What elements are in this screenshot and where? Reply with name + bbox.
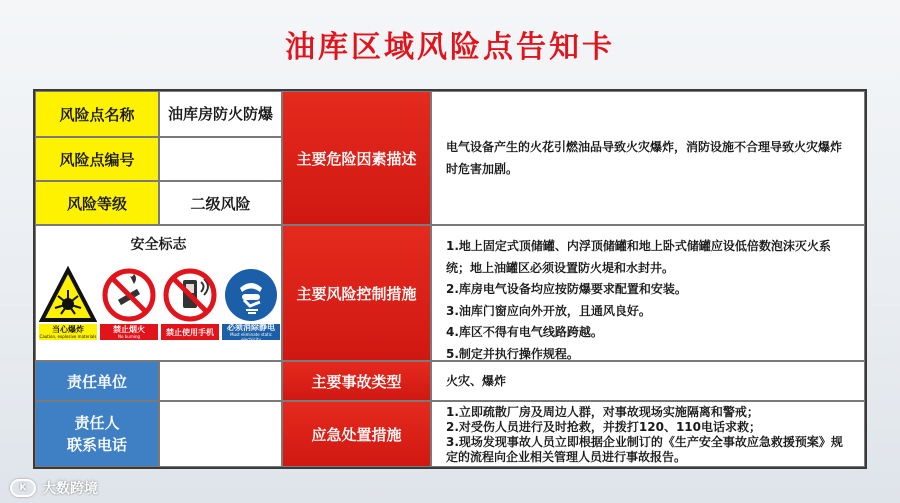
watermark-text: 大数跨境 xyxy=(42,481,98,497)
responsible-unit-label: 责任单位 xyxy=(35,361,159,401)
no-smoking-caption: 禁止烟火 No burning xyxy=(100,324,158,340)
watermark-logo-icon: K xyxy=(10,479,36,497)
risk-level-value: 二级风险 xyxy=(159,181,282,225)
static-discharge-caption: 必须消除静电 Must eliminate static electricity xyxy=(222,324,280,340)
safety-signs-title: 安全标志 xyxy=(130,237,187,253)
responsible-unit-value xyxy=(159,361,282,401)
risk-name-value: 油库房防火防爆 xyxy=(159,91,282,137)
risk-code-label: 风险点编号 xyxy=(35,137,159,181)
emergency-measures-label: 应急处置措施 xyxy=(282,401,431,467)
no-smoking-icon xyxy=(100,266,158,324)
control-measures-label: 主要风险控制措施 xyxy=(282,225,431,361)
responsible-person-label xyxy=(35,401,159,467)
static-discharge-icon xyxy=(222,266,280,324)
hazard-description: 电气设备产生的火花引燃油品导致火灾爆炸，消防设施不合理导致火灾爆炸时危害加剧。 xyxy=(431,91,865,225)
risk-level-label: 风险等级 xyxy=(35,181,159,225)
page-title: 油库区域风险点告知卡 xyxy=(285,30,615,65)
risk-card xyxy=(33,89,867,469)
list-item: 3.油库门窗应向外开放，且通风良好。 xyxy=(446,303,651,318)
static-discharge-sign xyxy=(222,266,280,340)
list-item: 2.库房电气设备均应按防爆要求配置和安装。 xyxy=(446,282,687,296)
no-smoking-sign xyxy=(100,266,158,340)
no-phone-sign xyxy=(161,266,219,340)
no-phone-icon xyxy=(161,266,219,324)
accident-type-label: 主要事故类型 xyxy=(282,361,431,401)
responsible-person-label-line1: 责任人 xyxy=(74,414,120,432)
hazard-label: 主要危险因素描述 xyxy=(282,91,431,225)
emergency-measures-list xyxy=(431,401,865,467)
list-item: 2.对受伤人员进行及时抢救，并拨打120、110电话求救； xyxy=(446,420,762,434)
explosion-warning-caption: 当心爆炸 Caution, explosive materials xyxy=(39,325,97,339)
explosion-warning-icon xyxy=(39,266,97,324)
watermark xyxy=(10,478,98,498)
responsible-person-value xyxy=(159,401,282,467)
no-phone-caption: 禁止使用手机 xyxy=(161,324,219,340)
accident-type-value: 火灾、爆炸 xyxy=(431,361,865,401)
list-item: 3.现场发现事故人员立即根据企业制订的《生产安全事故应急救援预案》规定的流程向企业相关管理人员进行事故报告。 xyxy=(446,435,843,464)
risk-name-label: 风险点名称 xyxy=(35,91,159,137)
safety-signs-panel xyxy=(35,225,282,361)
list-item: 4.库区不得有电气线路跨越。 xyxy=(446,325,603,339)
contact-phone-label: 联系电话 xyxy=(66,436,127,454)
control-measures-list xyxy=(431,225,865,361)
list-item: 1.地上固定式顶储罐、内浮顶储罐和地上卧式储罐应设低倍数泡沫灭火系统；地上油罐区必须设置防火堤和水封井。 xyxy=(446,239,831,275)
list-item: 5.制定并执行操作规程。 xyxy=(446,346,579,361)
risk-code-value xyxy=(159,137,282,181)
explosion-warning-sign xyxy=(39,266,97,340)
list-item: 1.立即疏散厂房及周边人群，对事故现场实施隔离和警戒； xyxy=(446,405,759,419)
